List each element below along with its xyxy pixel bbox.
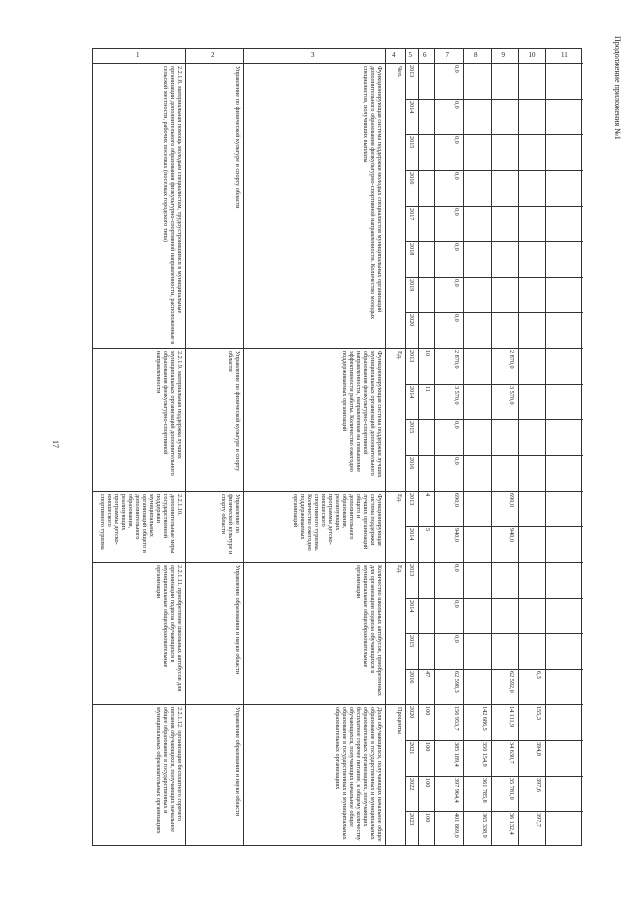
column-divider: [518, 49, 519, 845]
column-divider: [434, 49, 435, 845]
column-number-1: 1: [136, 51, 140, 59]
executor-cell: Управление по физической культуре и спорту области: [234, 66, 241, 209]
value-cell: 4: [424, 492, 431, 496]
value-cell: 401 869,0: [453, 813, 460, 839]
value-cell: 142 686,5: [481, 706, 488, 732]
event-cell: 2.2.1.8. материальная помощь молодым специалистам, трудоустроившимся в муниципальные организации дополнительного образования физкультурно-спортивной направленности, расположенные в сельской местности, рабочих поселках (поселках городского типа): [162, 66, 183, 345]
year-cell: 2013: [408, 492, 415, 505]
year-cell: 2017: [408, 207, 415, 220]
column-divider: [491, 49, 492, 845]
value-cell: 10: [424, 350, 431, 357]
event-cell: 2.2.1.11. приобретение школьных автобусов для организации подвоза обучающихся в муниципальные общеобразовательные организации: [155, 564, 183, 692]
year-divider: [405, 206, 583, 207]
year-divider: [405, 526, 583, 527]
value-cell: 361 785,8: [481, 777, 488, 803]
value-cell: 0,0: [453, 243, 460, 251]
year-divider: [405, 669, 583, 670]
year-divider: [405, 99, 583, 100]
column-number-4: 4: [392, 51, 396, 59]
value-cell: 0,0: [453, 65, 460, 73]
value-cell: 0,0: [453, 457, 460, 465]
page-number: 17: [51, 440, 60, 448]
executor-cell: Управление образования и науки области: [234, 564, 241, 674]
value-cell: 35 781,0: [508, 777, 515, 800]
indicator-cell: Функционирующая система поддержки молодых специалистов муниципальных организаций дополнительного образования физкультурно-спортивной направленности. Количество молодых специалистов, получивших выплаты: [362, 66, 383, 320]
column-divider: [545, 49, 546, 845]
value-cell: 0,0: [453, 136, 460, 144]
value-cell: 36 132,4: [508, 813, 515, 836]
value-cell: 0,0: [453, 421, 460, 430]
year-divider: [405, 384, 583, 385]
event-cell: 2.2.1.12. организация бесплатного горячего питания обучающихся, получающих начальное общее образование в государственных и муниципальных образовательных организациях: [155, 707, 183, 835]
value-cell: 0,0: [453, 635, 460, 643]
year-cell: 2015: [408, 421, 415, 434]
column-number-8: 8: [474, 51, 478, 59]
value-cell: 690,0: [453, 492, 460, 507]
year-cell: 2023: [408, 813, 415, 826]
year-cell: 2015: [408, 136, 415, 149]
year-cell: 2013: [408, 563, 415, 577]
value-cell: 940,0: [508, 528, 515, 543]
value-cell: 397,6: [535, 777, 542, 792]
indicator-cell: Доля обучающихся, получающих начальное общее образование в государственных и муниципальных образовательных организациях, получающих бесплатное горячее питание, к общему количеству обучающихся, получающих начальное общее образование в государственных и муниципальных образовательных организациях: [334, 707, 383, 843]
year-divider: [405, 598, 583, 599]
year-cell: 2020: [408, 706, 415, 719]
value-cell: 0,0: [453, 171, 460, 180]
column-divider: [418, 49, 419, 845]
value-cell: 100: [424, 813, 431, 823]
year-cell: 2019: [408, 278, 415, 292]
value-cell: 0,0: [453, 563, 460, 572]
column-number-6: 6: [423, 51, 427, 59]
executor-cell: Управление по физической культуре и спорту области: [227, 351, 241, 472]
year-divider: [405, 455, 583, 456]
value-cell: 365 338,9: [481, 813, 488, 839]
year-cell: 2015: [408, 635, 415, 648]
value-cell: 155,3: [535, 706, 542, 721]
indicators-table: [92, 48, 582, 846]
value-cell: 14 111,9: [508, 706, 515, 728]
column-divider: [385, 49, 386, 845]
indicator-cell: Функционирующая система поддержки лучших муниципальных организаций дополнительного образования физкультурно-спортивной направленности, направленная на повышение эффективности работы. Количество ежегодно поддерживаемых организаций: [341, 351, 383, 478]
year-divider: [405, 312, 583, 313]
year-cell: 2014: [408, 599, 415, 612]
row-divider: [93, 562, 583, 563]
column-number-9: 9: [501, 51, 505, 59]
column-divider: [405, 49, 406, 845]
indicator-cell: Функционирующая система поддержки лучших организаций общего и дополнительного образования, реализующих программы детско-юношеского спортивного туризма. Количество ежегодно поддерживаемых организаций: [292, 493, 383, 551]
value-cell: 2 870,0: [453, 350, 460, 369]
value-cell: 100: [424, 706, 431, 716]
value-cell: 2 870,0: [508, 350, 515, 369]
year-cell: 2016: [408, 457, 415, 470]
value-cell: 6,3: [535, 670, 542, 679]
value-cell: 350 154,9: [481, 742, 488, 767]
executor-cell: Управление по физической культуре и спорту области: [220, 493, 241, 554]
column-number-10: 10: [528, 51, 536, 59]
unit-cell: Ед.: [396, 564, 403, 574]
column-number-3: 3: [311, 51, 315, 59]
value-cell: 156 953,7: [453, 706, 460, 732]
year-cell: 2014: [408, 528, 415, 541]
year-cell: 2014: [408, 100, 415, 113]
year-divider: [405, 134, 583, 135]
value-cell: 47: [424, 670, 431, 677]
year-divider: [405, 419, 583, 420]
value-cell: 0,0: [453, 314, 460, 323]
value-cell: 0,0: [453, 278, 460, 287]
header-divider: [93, 63, 583, 64]
executor-cell: Управление образования и науки области: [234, 707, 241, 817]
column-divider: [185, 49, 186, 845]
event-cell: 2.2.1.10. дополнительные меры государственной поддержки муниципальных организаций общего и дополнительного образования, реализующих программы детско-юношеского спортивного туризма: [99, 493, 183, 553]
column-number-5: 5: [408, 51, 412, 59]
unit-cell: Чел.: [396, 66, 403, 78]
year-cell: 2022: [408, 777, 415, 791]
value-cell: 690,0: [508, 492, 515, 507]
year-cell: 2013: [408, 350, 415, 363]
continuation-note: Продолжение приложения №1: [613, 36, 622, 140]
year-cell: 2016: [408, 670, 415, 684]
year-cell: 2014: [408, 385, 415, 399]
value-cell: 0,0: [453, 599, 460, 608]
value-cell: 11: [424, 385, 431, 392]
value-cell: 5: [424, 528, 431, 532]
value-cell: 394,8: [535, 742, 542, 756]
row-divider: [93, 348, 583, 349]
value-cell: 62 592,0: [508, 670, 515, 693]
unit-cell: Проценты: [396, 707, 403, 735]
column-number-11: 11: [561, 51, 568, 59]
column-number-7: 7: [445, 51, 449, 59]
value-cell: 3 570,0: [453, 385, 460, 405]
value-cell: 397,7: [535, 813, 542, 828]
year-divider: [405, 776, 583, 777]
column-divider: [463, 49, 464, 845]
year-divider: [405, 633, 583, 634]
year-cell: 2021: [408, 742, 415, 755]
year-divider: [405, 170, 583, 171]
year-cell: 2013: [408, 65, 415, 78]
unit-cell: Ед.: [396, 493, 403, 503]
value-cell: 385 189,4: [453, 742, 460, 767]
year-divider: [405, 241, 583, 242]
year-divider: [405, 277, 583, 278]
indicator-cell: Количество школьных автобусов, приобретенных для организации подвоза обучающихся в муниципальные общеобразовательные организации: [355, 564, 383, 696]
year-cell: 2020: [408, 314, 415, 327]
value-cell: 62 598,3: [453, 670, 460, 693]
column-number-2: 2: [211, 51, 215, 59]
event-cell: 2.2.1.9. материальная поддержка лучших муниципальных организаций дополнительного образования физкультурно-спортивной направленности: [155, 351, 183, 476]
year-cell: 2016: [408, 171, 415, 185]
column-divider: [243, 49, 244, 845]
year-cell: 2018: [408, 243, 415, 256]
value-cell: 940,0: [453, 528, 460, 543]
value-cell: 3 570,0: [508, 385, 515, 405]
value-cell: 100: [424, 742, 431, 752]
value-cell: 397 964,4: [453, 777, 460, 803]
unit-cell: Ед.: [396, 351, 403, 360]
value-cell: 100: [424, 777, 431, 787]
year-divider: [405, 740, 583, 741]
value-cell: 34 630,7: [508, 742, 515, 764]
value-cell: 0,0: [453, 100, 460, 109]
year-divider: [405, 811, 583, 812]
row-divider: [93, 491, 583, 492]
value-cell: 0,0: [453, 207, 460, 216]
